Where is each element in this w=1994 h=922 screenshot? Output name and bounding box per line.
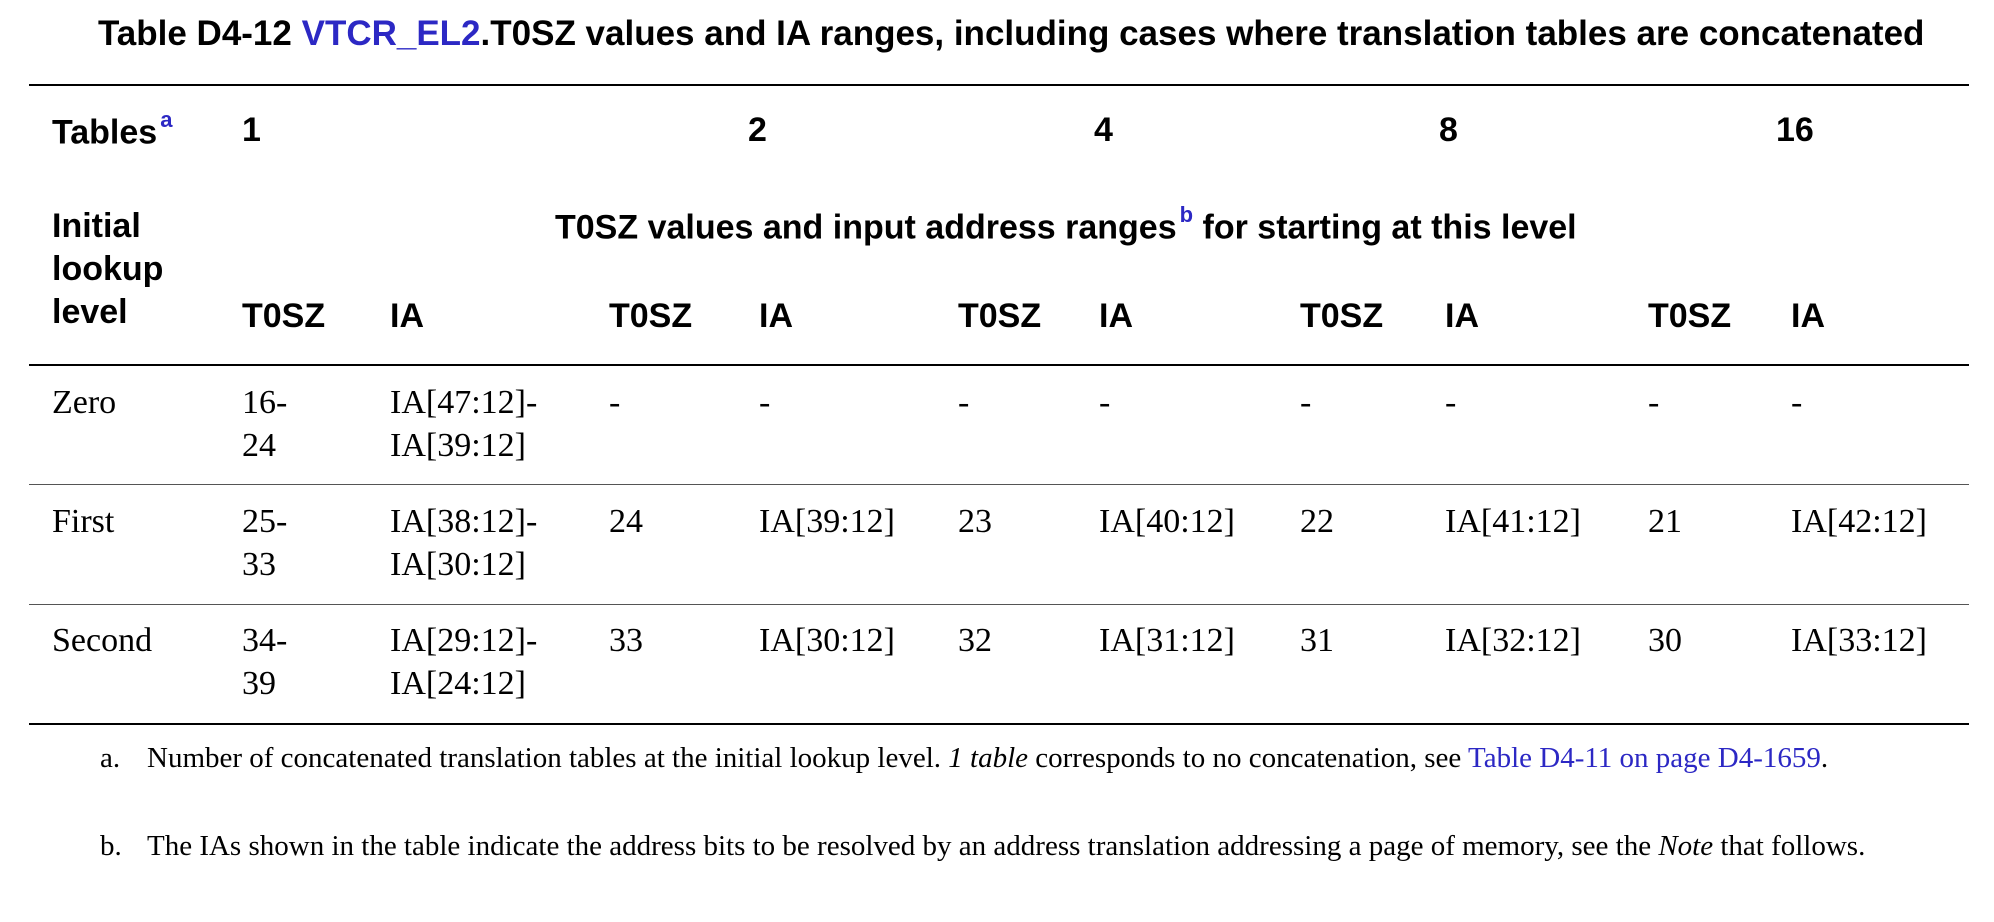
- vtcr-el2-link[interactable]: VTCR_EL2: [301, 14, 481, 53]
- row-second-t0sz-8: 31: [1300, 622, 1334, 659]
- table-bottom-rule: [29, 723, 1969, 725]
- row-zero-t0sz-16: -: [1648, 384, 1660, 421]
- tables-label: Tables: [52, 113, 158, 152]
- lookup-level-header: [52, 205, 163, 334]
- row-zero-ia-8: -: [1445, 384, 1457, 421]
- row-zero-t0sz-1-line-1: 16-: [242, 384, 288, 421]
- col-ia-4: IA: [1099, 297, 1133, 335]
- row-zero-ia-4: -: [1099, 384, 1111, 421]
- table-d4-11-link[interactable]: Table D4-11 on page D4-1659: [1468, 742, 1821, 774]
- footnote-ref-b[interactable]: b: [1179, 202, 1194, 227]
- row-second-ia-2: IA[30:12]: [759, 622, 895, 659]
- span-title-suffix: for starting at this level: [1193, 208, 1577, 247]
- table-count-2: 2: [748, 111, 767, 149]
- col-t0sz-2: T0SZ: [609, 297, 693, 335]
- table-top-rule: [29, 84, 1969, 86]
- row-first-t0sz-1-line-1: 25-: [242, 503, 288, 540]
- row-zero-t0sz-4: -: [958, 384, 970, 421]
- footnote-a-text-before: Number of concatenated translation tables at the initial lookup level.: [147, 742, 949, 774]
- col-ia-8: IA: [1445, 297, 1479, 335]
- table-count-16: 16: [1776, 111, 1814, 149]
- row-second-ia-8: IA[32:12]: [1445, 622, 1581, 659]
- row-zero-ia-2: -: [759, 384, 771, 421]
- row-zero-t0sz-8: -: [1300, 384, 1312, 421]
- col-ia-16: IA: [1791, 297, 1825, 335]
- footnote-b: [0, 826, 1994, 910]
- footnote-b-text: [147, 826, 1907, 866]
- row-first-level: First: [52, 503, 115, 540]
- col-t0sz-8: T0SZ: [1300, 297, 1384, 335]
- footnote-a-letter: a.: [100, 742, 121, 774]
- row-first-t0sz-1: [242, 500, 287, 586]
- row-second-ia-1: [390, 619, 537, 705]
- row-first-ia-1-line-1: IA[38:12]-: [390, 503, 538, 540]
- footnote-a-text: [147, 738, 1907, 778]
- row-divider-1: [29, 484, 1969, 485]
- col-ia-1: IA: [390, 297, 424, 335]
- caption-suffix: .T0SZ values and IA ranges, including cases where translation tables are concatenated: [480, 14, 1925, 53]
- row-second-t0sz-16: 30: [1648, 622, 1682, 659]
- footnote-b-italic: Note: [1658, 830, 1714, 862]
- span-title-text: T0SZ values and input address ranges: [555, 208, 1177, 247]
- table-caption: [98, 14, 1924, 54]
- row-first-t0sz-4: 23: [958, 503, 992, 540]
- row-zero-ia-1-line-2: IA[39:12]: [390, 427, 526, 464]
- row-first-ia-1-line-2: IA[30:12]: [390, 546, 526, 583]
- row-second-level: Second: [52, 622, 153, 659]
- footnote-a-text-middle: corresponds to no concatenation, see: [1028, 742, 1469, 774]
- row-zero-t0sz-2: -: [609, 384, 621, 421]
- row-zero-t0sz-1-line-2: 24: [242, 427, 276, 464]
- row-second-t0sz-4: 32: [958, 622, 992, 659]
- col-t0sz-16: T0SZ: [1648, 297, 1732, 335]
- col-t0sz-4: T0SZ: [958, 297, 1042, 335]
- col-t0sz-1: T0SZ: [242, 297, 326, 335]
- row-second-t0sz-1: [242, 619, 287, 705]
- header-bottom-rule: [29, 364, 1969, 366]
- row-first-t0sz-2: 24: [609, 503, 643, 540]
- caption-prefix: Table D4-12: [98, 14, 302, 53]
- span-title: [555, 202, 1577, 247]
- row-first-t0sz-8: 22: [1300, 503, 1334, 540]
- table-count-4: 4: [1094, 111, 1113, 149]
- row-zero-t0sz-1: [242, 381, 287, 467]
- row-zero-level: Zero: [52, 384, 117, 421]
- row-second-t0sz-1-line-2: 39: [242, 665, 276, 702]
- row-zero-ia-1: [390, 381, 537, 467]
- row-second-ia-1-line-2: IA[24:12]: [390, 665, 526, 702]
- lookup-label-line-2: lookup: [52, 250, 164, 288]
- row-first-ia-16: IA[42:12]: [1791, 503, 1927, 540]
- footnote-ref-a[interactable]: a: [160, 107, 173, 132]
- row-zero-ia-1-line-1: IA[47:12]-: [390, 384, 538, 421]
- row-zero-ia-16: -: [1791, 384, 1803, 421]
- table-count-8: 8: [1439, 111, 1458, 149]
- row-second-ia-16: IA[33:12]: [1791, 622, 1927, 659]
- table-count-1: 1: [242, 111, 261, 149]
- row-first-t0sz-16: 21: [1648, 503, 1682, 540]
- row-second-t0sz-2: 33: [609, 622, 643, 659]
- col-ia-2: IA: [759, 297, 793, 335]
- row-first-ia-4: IA[40:12]: [1099, 503, 1235, 540]
- row-first-t0sz-1-line-2: 33: [242, 546, 276, 583]
- lookup-label-line-3: level: [52, 293, 128, 331]
- row-second-ia-4: IA[31:12]: [1099, 622, 1235, 659]
- footnote-b-text-before: The IAs shown in the table indicate the address bits to be resolved by an address translation addressing a page of memory, see the: [147, 830, 1659, 862]
- row-first-ia-1: [390, 500, 537, 586]
- footnote-a-text-after: .: [1820, 742, 1829, 774]
- footnote-b-text-after: that follows.: [1713, 830, 1866, 862]
- row-divider-2: [29, 604, 1969, 605]
- row-second-t0sz-1-line-1: 34-: [242, 622, 288, 659]
- footnote-a: [0, 738, 1994, 822]
- footnote-a-italic: 1 table: [948, 742, 1029, 774]
- footnote-b-letter: b.: [100, 830, 122, 862]
- tables-header: [52, 107, 173, 152]
- row-first-ia-2: IA[39:12]: [759, 503, 895, 540]
- lookup-label-line-1: Initial: [52, 207, 141, 245]
- row-second-ia-1-line-1: IA[29:12]-: [390, 622, 538, 659]
- row-first-ia-8: IA[41:12]: [1445, 503, 1581, 540]
